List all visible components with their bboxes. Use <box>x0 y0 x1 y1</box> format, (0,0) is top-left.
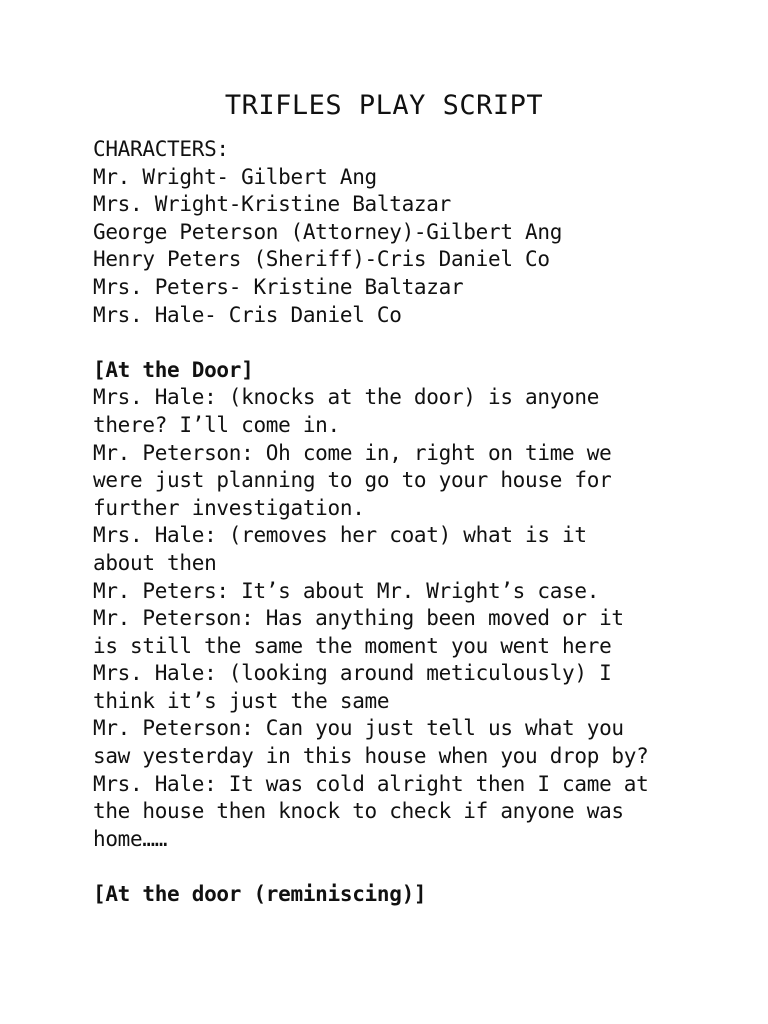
dialogue-line: Mrs. Hale: (removes her coat) what is it <box>93 523 587 548</box>
characters-label: CHARACTERS: <box>93 137 229 161</box>
spacer <box>93 329 693 357</box>
dialogue-line: think it’s just the same <box>93 688 390 713</box>
script-body <box>93 136 693 909</box>
spacer <box>93 853 693 881</box>
character-line: Henry Peters (Sheriff)-Cris Daniel Co <box>93 247 550 272</box>
dialogue-line: further investigation. <box>93 495 365 520</box>
character-line: Mrs. Peters- Kristine Baltazar <box>93 274 464 299</box>
dialogue-line: Mrs. Hale: (looking around meticulously) I <box>93 661 612 686</box>
dialogue-line: saw yesterday in this house when you drop by? <box>93 744 649 769</box>
scene-heading: [At the Door] <box>93 357 254 382</box>
scene-heading: [At the door (reminiscing)] <box>93 882 427 907</box>
dialogue-line: home…… <box>93 826 168 851</box>
character-line: Mrs. Wright-Kristine Baltazar <box>93 192 451 217</box>
dialogue-line: Mr. Peters: It’s about Mr. Wright’s case. <box>93 578 600 603</box>
dialogue-line: the house then knock to check if anyone was <box>93 799 624 824</box>
dialogue-line: Mrs. Hale: (knocks at the door) is anyone <box>93 385 600 410</box>
page-title: TRIFLES PLAY SCRIPT <box>224 90 544 121</box>
dialogue-line: Mrs. Hale: It was cold alright then I came at <box>93 771 649 796</box>
dialogue-line: Mr. Peterson: Has anything been moved or it <box>93 606 624 631</box>
character-line: George Peterson (Attorney)-Gilbert Ang <box>93 219 563 244</box>
dialogue-line: is still the same the moment you went here <box>93 633 612 658</box>
dialogue-line: there? I’ll come in. <box>93 412 340 437</box>
dialogue-line: Mr. Peterson: Oh come in, right on time we <box>93 440 612 465</box>
character-line: Mrs. Hale- Cris Daniel Co <box>93 302 402 327</box>
character-line: Mr. Wright- Gilbert Ang <box>93 164 377 189</box>
dialogue-line: were just planning to go to your house for <box>93 468 612 493</box>
dialogue-line: Mr. Peterson: Can you just tell us what you <box>93 716 624 741</box>
dialogue-line: about then <box>93 550 217 575</box>
